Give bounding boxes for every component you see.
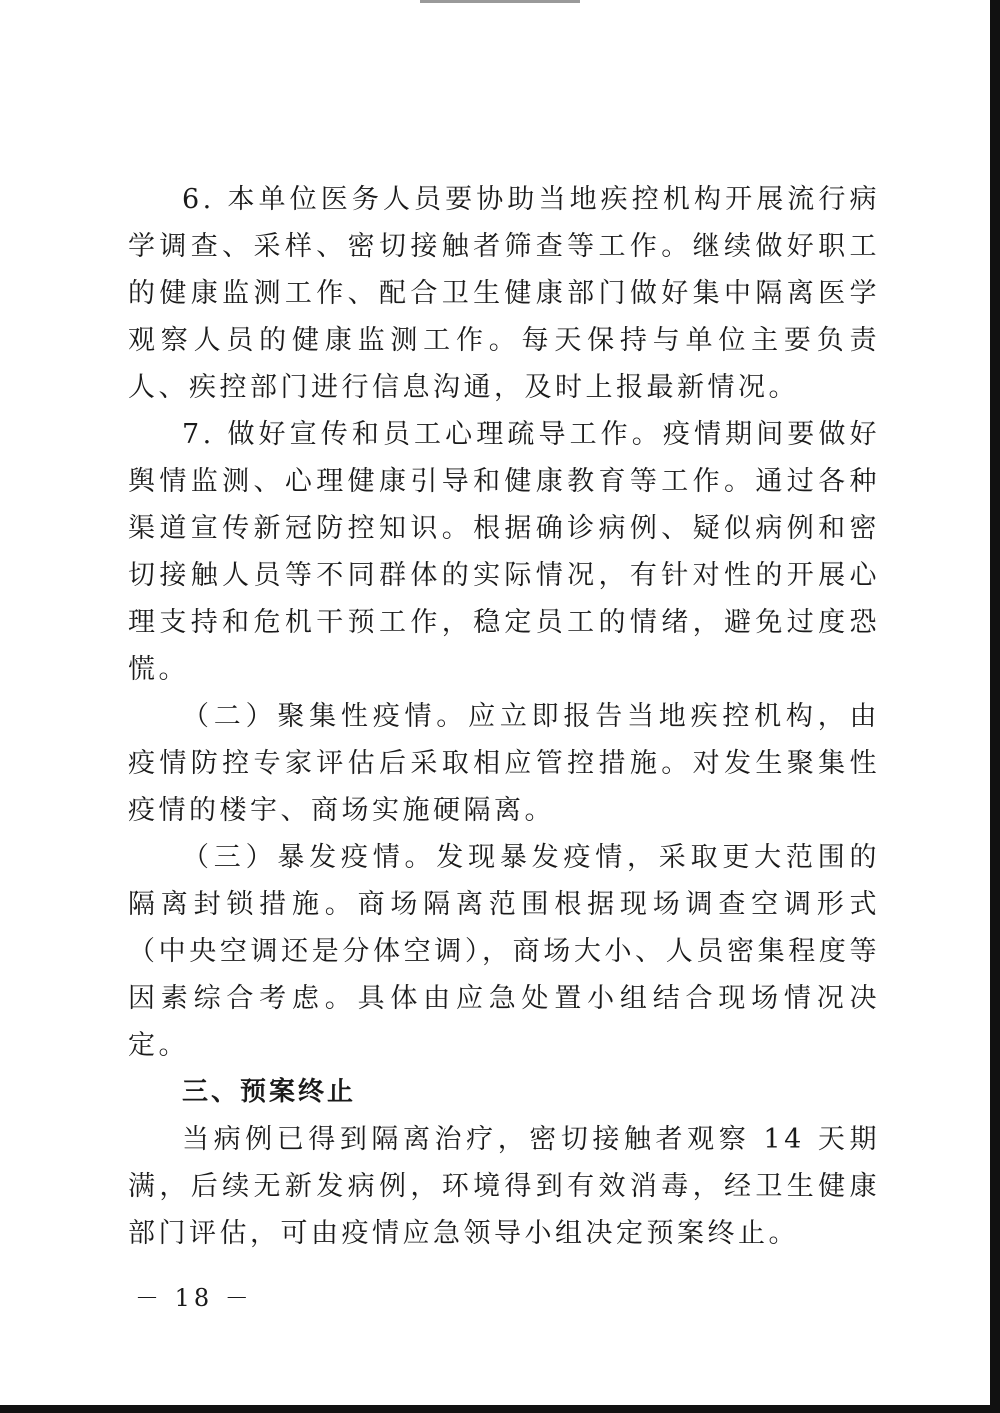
- paragraph-item-6: 6. 本单位医务人员要协助当地疾控机构开展流行病学调查、采样、密切接触者筛查等工作。继续做好职工的健康监测工作、配合卫生健康部门做好集中隔离医学观察人员的健康监测工作。每天保持与单位主要负责人、疾控部门进行信息沟通，及时上报最新情况。: [128, 184, 880, 403]
- scan-border-right: [990, 0, 1000, 1413]
- paragraph-item-7: 7. 做好宣传和员工心理疏导工作。疫情期间要做好舆情监测、心理健康引导和健康教育等工作。通过各种渠道宣传新冠防控知识。根据确诊病例、疑似病例和密切接触人员等不同群体的实际情况，有针对性的开展心理支持和危机干预工作，稳定员工的情绪，避免过度恐慌。: [128, 419, 880, 685]
- paragraph-major-outbreak: （三）暴发疫情。发现暴发疫情，采取更大范围的隔离封锁措施。商场隔离范围根据现场调查空调形式（中央空调还是分体空调），商场大小、人员密集程度等因素综合考虑。具体由应急处置小组结合现场情况决定。: [128, 842, 880, 1061]
- section-heading: 三、预案终止: [182, 1077, 357, 1107]
- scan-border-bottom: [0, 1405, 1000, 1413]
- document-body: [128, 176, 880, 1257]
- scan-artifact-top: [420, 0, 580, 3]
- page-number: － 18 －: [135, 1284, 253, 1312]
- paragraph-cluster-outbreak: （二）聚集性疫情。应立即报告当地疾控机构，由疫情防控专家评估后采取相应管控措施。对发生聚集性疫情的楼宇、商场实施硬隔离。: [128, 701, 880, 826]
- paragraph-termination: 当病例已得到隔离治疗，密切接触者观察 14 天期满，后续无新发病例，环境得到有效消毒，经卫生健康部门评估，可由疫情应急领导小组决定预案终止。: [128, 1124, 880, 1249]
